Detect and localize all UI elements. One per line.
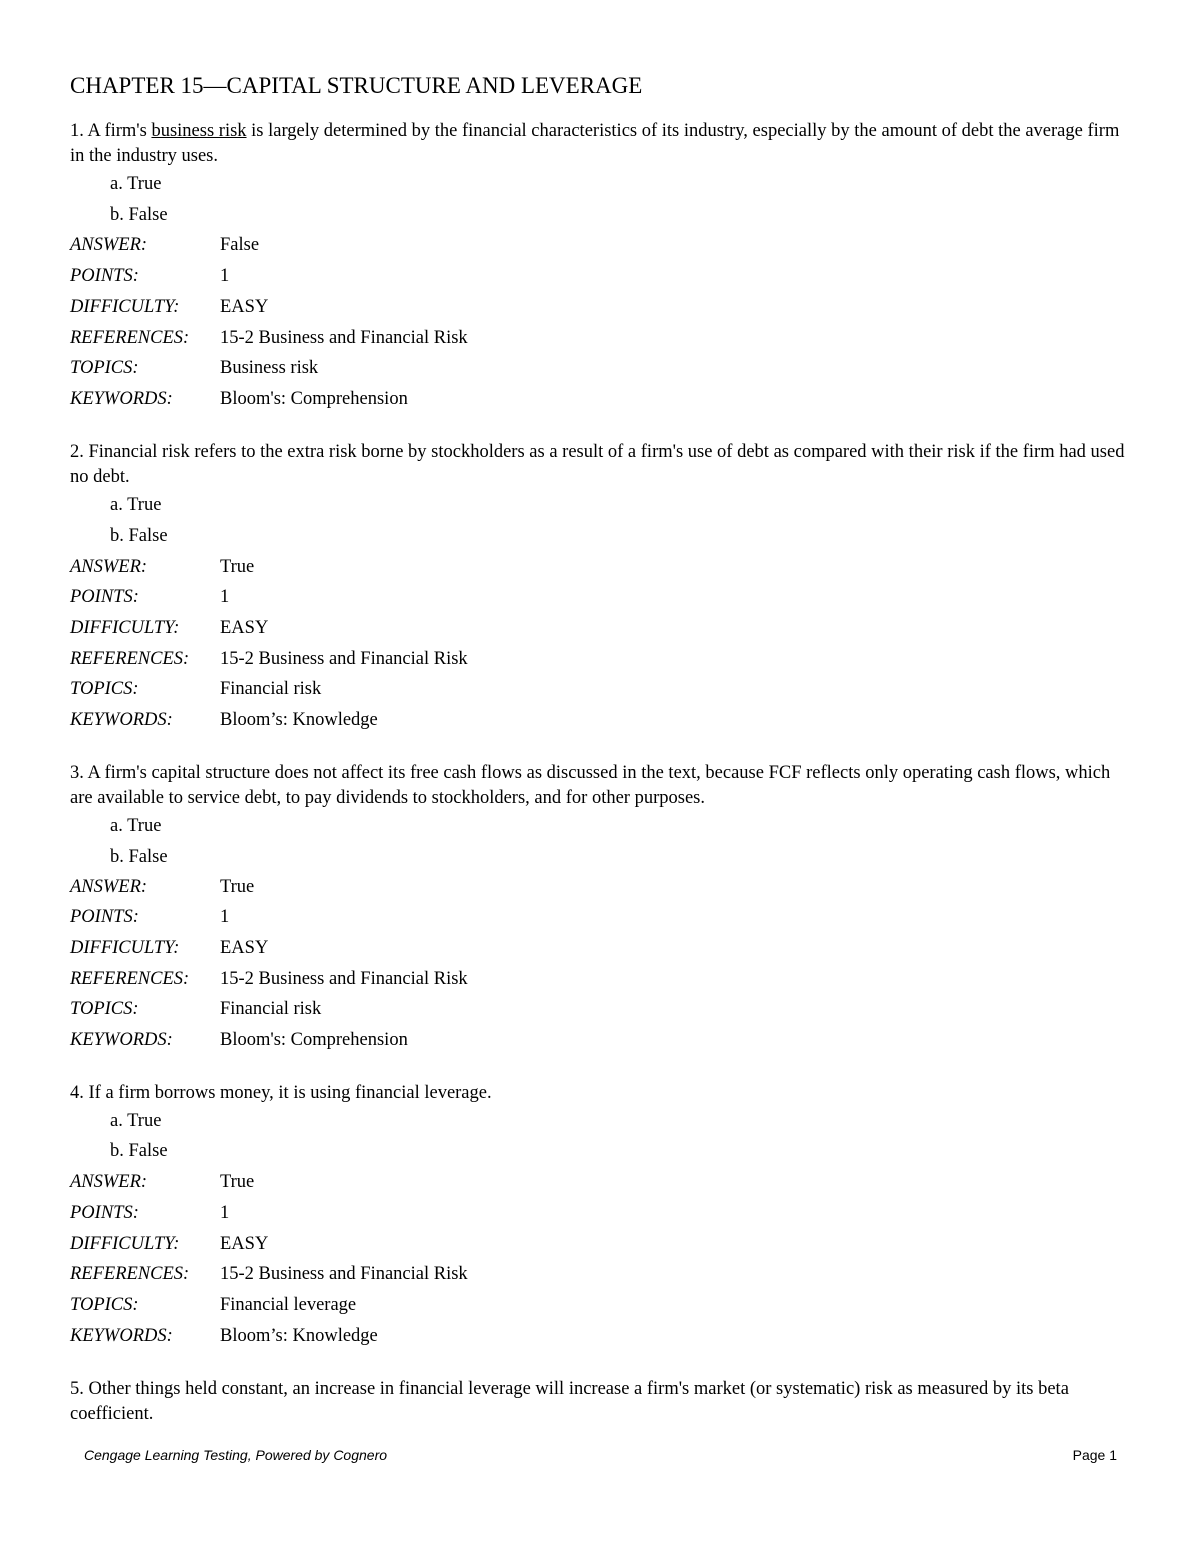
question-2-body: 2. Financial risk refers to the extra risk borne by stockholders as a result of a firm's use of debt as compared with their risk if the firm had used no debt. <box>70 442 1125 487</box>
question-2-points-value: 1 <box>220 587 230 607</box>
question-2-references-value: 15-2 Business and Financial Risk <box>220 649 468 669</box>
question-4-points-label: POINTS: <box>70 1203 139 1223</box>
question-1-prefix: 1. A firm's <box>70 121 152 141</box>
question-2-answer-label: ANSWER: <box>70 557 148 577</box>
question-2-topics-label: TOPICS: <box>70 679 139 699</box>
question-3-references-label: REFERENCES: <box>70 969 190 989</box>
question-1-difficulty-label: DIFFICULTY: <box>70 297 180 317</box>
question-4-difficulty-value: EASY <box>220 1234 269 1254</box>
question-4-references-value: 15-2 Business and Financial Risk <box>220 1264 468 1284</box>
question-1-difficulty-value: EASY <box>220 297 269 317</box>
question-4-topics-value: Financial leverage <box>220 1295 357 1315</box>
question-4-body: 4. If a firm borrows money, it is using financial leverage. <box>70 1083 492 1103</box>
question-4-points-value: 1 <box>220 1203 230 1223</box>
question-4-text <box>70 1081 1135 1106</box>
question-3-answer-label: ANSWER: <box>70 877 148 897</box>
question-1-references-value: 15-2 Business and Financial Risk <box>220 328 468 348</box>
question-4-references-label: REFERENCES: <box>70 1264 190 1284</box>
question-1-choice-b: b. False <box>110 205 168 225</box>
question-2-difficulty-value: EASY <box>220 618 269 638</box>
question-3-topics-value: Financial risk <box>220 999 322 1019</box>
question-1-keywords-label: KEYWORDS: <box>70 389 173 409</box>
question-1-underlined-term: business risk <box>151 121 247 141</box>
chapter-title: CHAPTER 15—CAPITAL STRUCTURE AND LEVERAGE <box>70 73 643 98</box>
question-1-text <box>70 119 1135 169</box>
question-1-topics-label: TOPICS: <box>70 358 139 378</box>
question-1-keywords-value: Bloom's: Comprehension <box>220 389 408 409</box>
question-2-text <box>70 440 1135 490</box>
question-1-rest: is largely determined by the financial characteristics of its industry, especially by the amount of debt the average firm in the industry uses. <box>70 121 1120 166</box>
question-4-choice-a: a. True <box>110 1111 162 1131</box>
question-1-choice-a: a. True <box>110 174 162 194</box>
question-3-choice-b: b. False <box>110 847 168 867</box>
question-5-body: 5. Other things held constant, an increase in financial leverage will increase a firm's market (or systematic) risk as measured by its beta coefficient. <box>70 1379 1069 1424</box>
question-4-answer-label: ANSWER: <box>70 1172 148 1192</box>
footer-publisher: Cengage Learning Testing, Powered by Cognero <box>84 1447 388 1463</box>
question-2-choice-a: a. True <box>110 495 162 515</box>
question-3-body: 3. A firm's capital structure does not affect its free cash flows as discussed in the text, because FCF reflects only operating cash flows, which are available to service debt, to pay dividends to stockholders, and for other purposes. <box>70 763 1111 808</box>
question-2-keywords-value: Bloom’s: Knowledge <box>220 710 378 730</box>
question-2-choice-b: b. False <box>110 526 168 546</box>
question-4-answer-value: True <box>220 1172 255 1192</box>
question-2-points-label: POINTS: <box>70 587 139 607</box>
question-4-choice-b: b. False <box>110 1141 168 1161</box>
question-2-difficulty-label: DIFFICULTY: <box>70 618 180 638</box>
question-3-choice-a: a. True <box>110 816 162 836</box>
question-4-difficulty-label: DIFFICULTY: <box>70 1234 180 1254</box>
question-4-keywords-label: KEYWORDS: <box>70 1326 173 1346</box>
question-3-points-value: 1 <box>220 907 230 927</box>
question-1-references-label: REFERENCES: <box>70 328 190 348</box>
question-3-keywords-label: KEYWORDS: <box>70 1030 173 1050</box>
question-1-points-value: 1 <box>220 266 230 286</box>
question-1-points-label: POINTS: <box>70 266 139 286</box>
footer-page-number: Page 1 <box>1072 1447 1117 1463</box>
question-2-topics-value: Financial risk <box>220 679 322 699</box>
question-2-answer-value: True <box>220 557 255 577</box>
question-2-keywords-label: KEYWORDS: <box>70 710 173 730</box>
question-3-answer-value: True <box>220 877 255 897</box>
question-3-references-value: 15-2 Business and Financial Risk <box>220 969 468 989</box>
question-1-answer-value: False <box>220 235 260 255</box>
question-3-points-label: POINTS: <box>70 907 139 927</box>
question-3-text <box>70 761 1135 811</box>
question-1-topics-value: Business risk <box>220 358 319 378</box>
question-2-references-label: REFERENCES: <box>70 649 190 669</box>
question-1-answer-label: ANSWER: <box>70 235 148 255</box>
question-3-keywords-value: Bloom's: Comprehension <box>220 1030 408 1050</box>
question-3-difficulty-label: DIFFICULTY: <box>70 938 180 958</box>
question-3-topics-label: TOPICS: <box>70 999 139 1019</box>
question-4-topics-label: TOPICS: <box>70 1295 139 1315</box>
question-3-difficulty-value: EASY <box>220 938 269 958</box>
question-4-keywords-value: Bloom’s: Knowledge <box>220 1326 378 1346</box>
question-5-text <box>70 1377 1135 1427</box>
